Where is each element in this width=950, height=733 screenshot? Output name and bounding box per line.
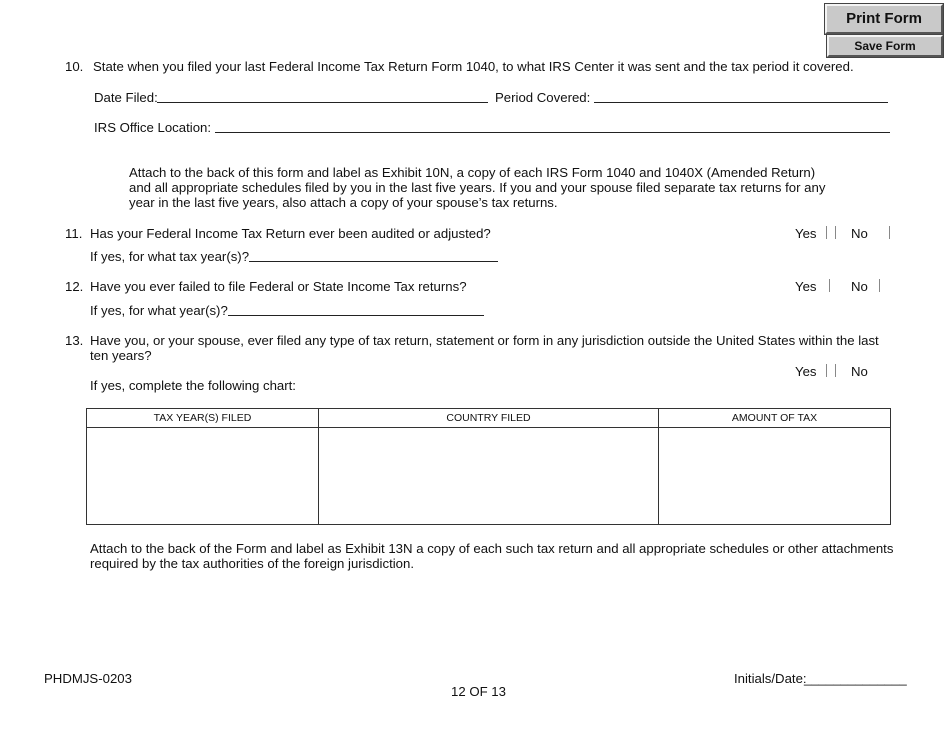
chart-header-amount: AMOUNT OF TAX: [659, 409, 891, 428]
chart-cell-amount[interactable]: [659, 428, 891, 525]
chart-cell-country[interactable]: [319, 428, 659, 525]
irs-office-location-label: IRS Office Location:: [94, 120, 212, 135]
question-13-no-label: No: [851, 364, 868, 379]
question-12-no-checkbox[interactable]: [870, 279, 880, 292]
chart-cell-tax-years[interactable]: [87, 428, 319, 525]
date-filed-field[interactable]: [157, 102, 488, 103]
initials-date-label: Initials/Date:: [734, 671, 807, 686]
question-13-text: Have you, or your spouse, ever filed any type of tax return, statement or form in any jurisdiction outside the United States within the last ten years?: [90, 333, 879, 363]
question-11-no-label: No: [851, 226, 868, 241]
print-form-button[interactable]: Print Form: [825, 4, 943, 34]
question-12-years-field[interactable]: [228, 315, 484, 316]
save-form-button[interactable]: Save Form: [827, 35, 943, 57]
exhibit-13n-note: Attach to the back of the Form and label as Exhibit 13N a copy of each such tax return and all appropriate schedules or other attachments required by the tax authorities of the foreign jurisdiction.: [90, 541, 894, 571]
question-12-number: 12.: [65, 279, 84, 294]
question-12-yes-checkbox[interactable]: [820, 279, 830, 292]
question-10-number: 10.: [65, 59, 84, 74]
period-covered-label: Period Covered:: [495, 90, 591, 105]
question-11-number: 11.: [65, 226, 83, 241]
question-11-tax-years-field[interactable]: [249, 261, 498, 262]
question-12-no-label: No: [851, 279, 868, 294]
initials-date-field[interactable]: ______________: [804, 671, 907, 686]
question-13-followup-label: If yes, complete the following chart:: [90, 378, 296, 393]
foreign-tax-chart: [86, 408, 891, 525]
page-number: 12 OF 13: [451, 684, 506, 699]
question-12-yes-label: Yes: [795, 279, 817, 294]
question-13-yes-label: Yes: [795, 364, 817, 379]
chart-header-country: COUNTRY FILED: [319, 409, 659, 428]
chart-header-tax-years: TAX YEAR(S) FILED: [87, 409, 319, 428]
form-id: PHDMJS-0203: [44, 671, 132, 686]
question-11-text: Has your Federal Income Tax Return ever been audited or adjusted?: [90, 226, 491, 241]
question-10-text: State when you filed your last Federal Income Tax Return Form 1040, to what IRS Center it was sent and the tax period it covered.: [93, 59, 854, 74]
question-11-followup-label: If yes, for what tax year(s)?: [90, 249, 250, 264]
question-11-no-checkbox[interactable]: [880, 226, 890, 239]
period-covered-field[interactable]: [594, 102, 888, 103]
question-13-number: 13.: [65, 333, 84, 348]
exhibit-10n-note: Attach to the back of this form and label as Exhibit 10N, a copy of each IRS Form 1040 and 1040X (Amended Return) and all appropriate schedules filed by you in the last five years. If you and your spouse filed separate tax returns for any year in the last five years, also attach a copy of your spouse’s tax returns.: [129, 165, 826, 210]
question-11-yes-label: Yes: [795, 226, 817, 241]
date-filed-label: Date Filed:: [94, 90, 158, 105]
question-12-text: Have you ever failed to file Federal or State Income Tax returns?: [90, 279, 467, 294]
question-12-followup-label: If yes, for what year(s)?: [90, 303, 228, 318]
question-13-yes-checkbox[interactable]: [826, 364, 836, 377]
irs-office-location-field[interactable]: [215, 132, 890, 133]
question-11-yes-checkbox[interactable]: [826, 226, 836, 239]
